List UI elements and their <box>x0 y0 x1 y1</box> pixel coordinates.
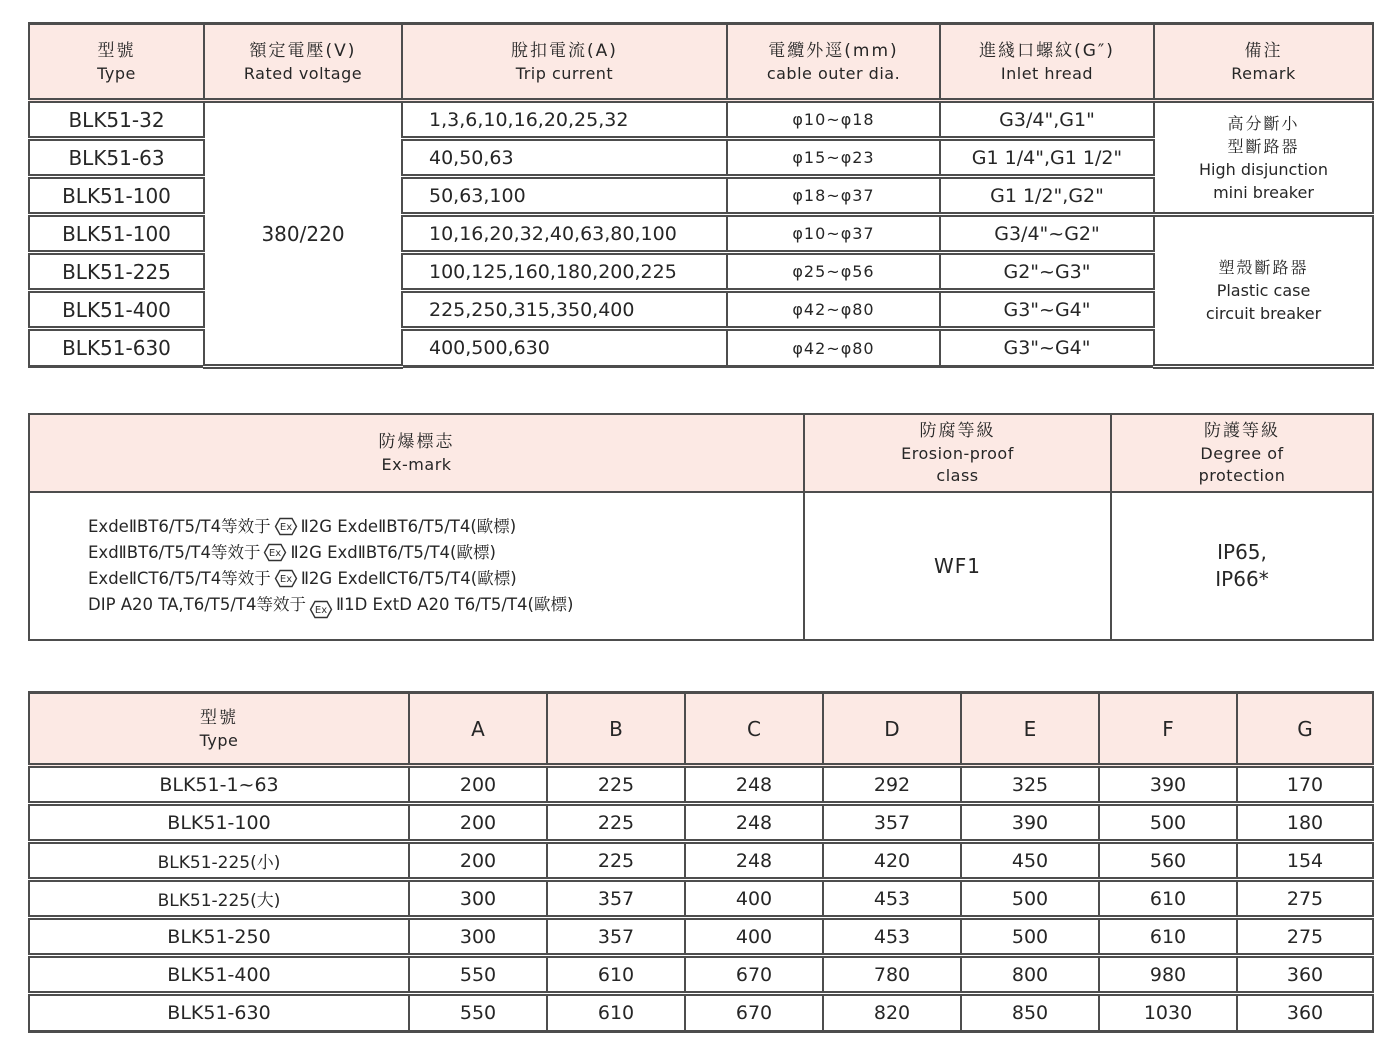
dim-value-cell: 670 <box>685 956 823 994</box>
dim-value-cell: 610 <box>1099 918 1237 956</box>
dim-value-cell: 453 <box>823 880 961 918</box>
spec-trip-cell: 400,500,630 <box>402 329 727 367</box>
spec-row <box>29 101 1373 139</box>
dimension-table <box>28 691 1374 1033</box>
dim-value-cell: 500 <box>1099 804 1237 842</box>
spec-inlet-cell: G3"~G4" <box>940 329 1154 367</box>
dim-value-cell: 980 <box>1099 956 1237 994</box>
ex-hexagon-icon <box>263 543 287 562</box>
remark-plastic-zh-line1: 塑殼斷路器 <box>1218 258 1309 277</box>
remark-mini-zh-line1: 高分斷小 <box>1227 113 1300 133</box>
spec-inlet-cell: G2"~G3" <box>940 253 1154 291</box>
dim-type-cell: BLK51-250 <box>29 918 409 956</box>
dim-header-type <box>29 693 409 766</box>
spec-trip-cell: 40,50,63 <box>402 139 727 177</box>
spec-type-cell: BLK51-100 <box>29 177 204 215</box>
dim-value-cell: 400 <box>685 918 823 956</box>
spec-header-type-zh: 型號 <box>97 40 136 61</box>
spec-header-inlet-en: Inlet hread <box>1000 63 1094 83</box>
dim-value-cell: 292 <box>823 766 961 804</box>
dim-value-cell: 275 <box>1237 918 1373 956</box>
ex-line-right: Ⅱ2G ExdeⅡBT6/T5/T4(歐標) <box>300 516 517 536</box>
ex-header-erosion-en: Erosion-proof class <box>901 444 1014 485</box>
dim-row <box>29 804 1373 842</box>
dim-type-cell: BLK51-225(大) <box>29 880 409 918</box>
dim-header-E: E <box>961 693 1099 766</box>
spec-type-cell: BLK51-225 <box>29 253 204 291</box>
spec-header-cable-zh: 電纜外逕(mm) <box>768 40 899 61</box>
dim-value-cell: 248 <box>685 766 823 804</box>
dim-value-cell: 450 <box>961 842 1099 880</box>
ex-hexagon-icon <box>274 569 298 588</box>
ex-header-exmark <box>29 414 804 492</box>
svg-text:Ex: Ex <box>269 547 282 559</box>
ex-header-protection <box>1111 414 1373 492</box>
dim-value-cell: 390 <box>961 804 1099 842</box>
spec-cable-cell: φ18~φ37 <box>727 177 940 215</box>
ex-header-protection-en: Degree of protection <box>1198 444 1286 485</box>
dim-value-cell: 225 <box>547 804 685 842</box>
spec-inlet-cell: G3/4"~G2" <box>940 215 1154 253</box>
dim-value-cell: 357 <box>547 918 685 956</box>
dim-value-cell: 360 <box>1237 956 1373 994</box>
ex-header-erosion-zh: 防腐等級 <box>919 421 996 441</box>
spec-inlet-cell: G3"~G4" <box>940 291 1154 329</box>
dim-value-cell: 300 <box>409 880 547 918</box>
dim-type-cell: BLK51-630 <box>29 994 409 1032</box>
dim-value-cell: 670 <box>685 994 823 1032</box>
spec-inlet-cell: G1 1/2",G2" <box>940 177 1154 215</box>
ex-mark-lines-cell <box>29 492 804 640</box>
dim-header-G: G <box>1237 693 1373 766</box>
svg-text:Ex: Ex <box>314 604 328 616</box>
svg-text:Ex: Ex <box>279 573 292 585</box>
dim-type-cell: BLK51-100 <box>29 804 409 842</box>
spec-header-trip-en: Trip current <box>515 63 614 83</box>
ex-mark-line <box>88 514 803 540</box>
dim-header-row <box>29 693 1373 766</box>
spec-trip-cell: 100,125,160,180,200,225 <box>402 253 727 291</box>
dim-value-cell: 500 <box>961 918 1099 956</box>
ex-mark-table <box>28 413 1374 641</box>
dim-value-cell: 500 <box>961 880 1099 918</box>
spec-header-inlet <box>940 24 1154 101</box>
spec-header-type <box>29 24 204 101</box>
dim-value-cell: 400 <box>685 880 823 918</box>
ex-line-right: Ⅱ2G ExdⅡBT6/T5/T4(歐標) <box>290 542 496 562</box>
spec-table <box>28 22 1374 369</box>
spec-header-cable-en: cable outer dia. <box>766 63 901 83</box>
dim-value-cell: 180 <box>1237 804 1373 842</box>
dim-type-cell: BLK51-400 <box>29 956 409 994</box>
spec-type-cell: BLK51-100 <box>29 215 204 253</box>
dim-value-cell: 390 <box>1099 766 1237 804</box>
ex-line-left: ExdⅡBT6/T5/T4等效于 <box>88 542 261 562</box>
spec-voltage-cell: 380/220 <box>204 101 402 367</box>
spec-type-cell: BLK51-32 <box>29 101 204 139</box>
spec-cable-cell: φ42~φ80 <box>727 291 940 329</box>
dim-header-B: B <box>547 693 685 766</box>
ex-mark-line <box>88 540 803 566</box>
spec-header-remark-en: Remark <box>1231 63 1296 83</box>
spec-header-remark-zh: 備注 <box>1244 40 1283 61</box>
dim-row <box>29 880 1373 918</box>
dim-header-A: A <box>409 693 547 766</box>
dim-value-cell: 850 <box>961 994 1099 1032</box>
erosion-class-cell: WF1 <box>804 492 1111 640</box>
spec-header-row <box>29 24 1373 101</box>
dim-value-cell: 800 <box>961 956 1099 994</box>
spec-header-trip <box>402 24 727 101</box>
dim-type-cell: BLK51-1~63 <box>29 766 409 804</box>
spec-cable-cell: φ15~φ23 <box>727 139 940 177</box>
spec-header-trip-zh: 脫扣電流(A) <box>511 40 618 61</box>
dim-row <box>29 918 1373 956</box>
dim-value-cell: 225 <box>547 842 685 880</box>
dim-value-cell: 170 <box>1237 766 1373 804</box>
dim-value-cell: 275 <box>1237 880 1373 918</box>
protection-line2: IP66* <box>1215 567 1269 591</box>
dim-type-cell: BLK51-225(小) <box>29 842 409 880</box>
spec-remark-plastic-cell <box>1154 215 1373 367</box>
dim-row <box>29 994 1373 1032</box>
dim-value-cell: 610 <box>547 994 685 1032</box>
spec-type-cell: BLK51-63 <box>29 139 204 177</box>
dim-value-cell: 550 <box>409 994 547 1032</box>
dim-value-cell: 325 <box>961 766 1099 804</box>
spec-header-inlet-zh: 進綫口螺紋(G″) <box>979 40 1115 61</box>
spec-header-voltage-en: Rated voltage <box>243 63 363 83</box>
dim-value-cell: 360 <box>1237 994 1373 1032</box>
dim-value-cell: 453 <box>823 918 961 956</box>
ex-body-row <box>29 492 1373 640</box>
remark-plastic-en-line2: circuit breaker <box>1205 304 1322 323</box>
remark-plastic-en-line1: Plastic case <box>1216 281 1311 300</box>
dim-value-cell: 1030 <box>1099 994 1237 1032</box>
dim-row <box>29 766 1373 804</box>
dim-value-cell: 200 <box>409 804 547 842</box>
dim-value-cell: 225 <box>547 766 685 804</box>
spec-inlet-cell: G1 1/4",G1 1/2" <box>940 139 1154 177</box>
dim-header-C: C <box>685 693 823 766</box>
spec-header-voltage <box>204 24 402 101</box>
dim-value-cell: 610 <box>1099 880 1237 918</box>
dim-value-cell: 300 <box>409 918 547 956</box>
spec-trip-cell: 225,250,315,350,400 <box>402 291 727 329</box>
ex-hexagon-icon <box>309 600 333 619</box>
dim-value-cell: 420 <box>823 842 961 880</box>
dim-value-cell: 200 <box>409 842 547 880</box>
spec-trip-cell: 10,16,20,32,40,63,80,100 <box>402 215 727 253</box>
ex-hexagon-icon <box>274 517 298 536</box>
dim-row <box>29 956 1373 994</box>
dim-row <box>29 842 1373 880</box>
ex-header-row <box>29 414 1373 492</box>
dim-value-cell: 780 <box>823 956 961 994</box>
ex-header-exmark-zh: 防爆標志 <box>378 432 455 452</box>
ex-line-left: DIP A20 TA,T6/T5/T4等效于 <box>88 594 306 614</box>
dim-value-cell: 820 <box>823 994 961 1032</box>
remark-mini-zh-line2: 型斷路器 <box>1227 136 1300 156</box>
dim-value-cell: 610 <box>547 956 685 994</box>
dim-value-cell: 248 <box>685 804 823 842</box>
spec-header-remark <box>1154 24 1373 101</box>
protection-degree-cell <box>1111 492 1373 640</box>
ex-header-protection-zh: 防護等級 <box>1204 421 1280 441</box>
spec-remark-mini-cell <box>1154 101 1373 215</box>
spec-header-cable <box>727 24 940 101</box>
ex-header-exmark-en: Ex-mark <box>381 455 452 474</box>
ex-mark-line <box>88 592 803 619</box>
dim-header-F: F <box>1099 693 1237 766</box>
dim-value-cell: 200 <box>409 766 547 804</box>
ex-line-left: ExdeⅡCT6/T5/T4等效于 <box>88 568 271 588</box>
dim-header-type-zh: 型號 <box>200 707 238 728</box>
protection-line1: IP65, <box>1217 540 1267 564</box>
remark-mini-en-line2: mini breaker <box>1213 182 1314 202</box>
ex-line-right: Ⅱ1D ExtD A20 T6/T5/T4(歐標) <box>335 594 574 614</box>
spec-cable-cell: φ10~φ18 <box>727 101 940 139</box>
spec-cable-cell: φ42~φ80 <box>727 329 940 367</box>
ex-header-erosion <box>804 414 1111 492</box>
ex-line-right: Ⅱ2G ExdeⅡCT6/T5/T4(歐標) <box>300 568 517 588</box>
dim-value-cell: 560 <box>1099 842 1237 880</box>
spec-type-cell: BLK51-400 <box>29 291 204 329</box>
ex-line-left: ExdeⅡBT6/T5/T4等效于 <box>88 516 271 536</box>
spec-cable-cell: φ25~φ56 <box>727 253 940 291</box>
spec-type-cell: BLK51-630 <box>29 329 204 367</box>
spec-cable-cell: φ10~φ37 <box>727 215 940 253</box>
ex-mark-line <box>88 566 803 592</box>
dim-header-type-en: Type <box>199 730 239 750</box>
spec-header-voltage-zh: 額定電壓(V) <box>249 40 357 61</box>
spec-trip-cell: 1,3,6,10,16,20,25,32 <box>402 101 727 139</box>
dim-value-cell: 357 <box>547 880 685 918</box>
svg-text:Ex: Ex <box>279 521 292 533</box>
dim-value-cell: 550 <box>409 956 547 994</box>
dim-value-cell: 357 <box>823 804 961 842</box>
spec-trip-cell: 50,63,100 <box>402 177 727 215</box>
spec-inlet-cell: G3/4",G1" <box>940 101 1154 139</box>
dim-value-cell: 248 <box>685 842 823 880</box>
dim-value-cell: 154 <box>1237 842 1373 880</box>
dim-header-D: D <box>823 693 961 766</box>
remark-mini-en-line1: High disjunction <box>1199 159 1328 179</box>
spec-header-type-en: Type <box>97 63 136 83</box>
